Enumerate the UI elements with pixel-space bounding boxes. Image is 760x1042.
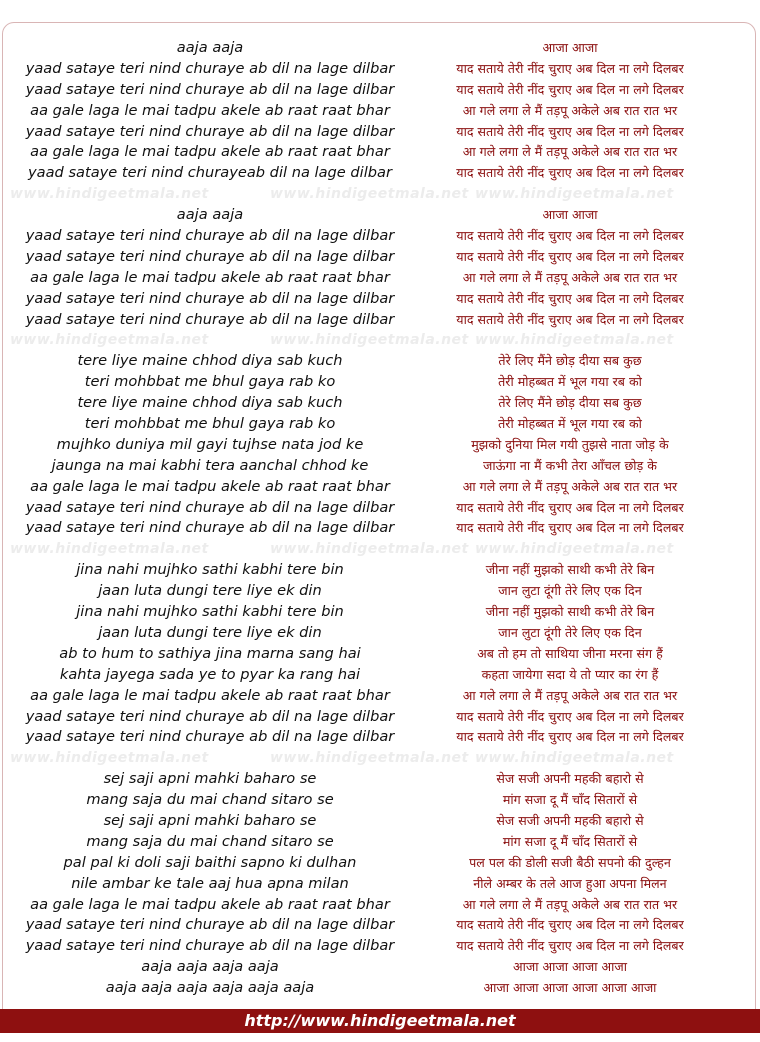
lyric-line-hi: याद सताये तेरी नींद चुराए अब दिल ना लगे दिलबर: [456, 165, 684, 181]
lyric-line-en: yaad sataye teri nind churaye ab dil na lage dilbar: [25, 937, 395, 955]
lyric-line-hi: आ गले लगा ले मैं तड़पू अकेले अब रात रात भर: [462, 478, 678, 494]
lyric-line-en: aa gale laga le mai tadpu akele ab raat raat bhar: [30, 268, 390, 286]
lyric-line-en: tere liye maine chhod diya sab kuch: [77, 394, 343, 412]
lyric-line-hi: सेज सजी अपनी महकी बहारो से: [496, 771, 644, 787]
watermark-text: www.hindigeetmala.net: [10, 541, 209, 558]
watermark-row: [400, 330, 740, 351]
stanza-en: [20, 560, 400, 748]
lyric-line-hi: याद सताये तेरी नींद चुराए अब दिल ना लगे दिलबर: [456, 248, 684, 264]
watermark-row: [10, 539, 469, 560]
lyric-line-hi: आजा आजा आजा आजा: [513, 959, 627, 975]
lyric-line-en: yaad sataye teri nind churaye ab dil na lage dilbar: [25, 59, 395, 77]
lyric-line-hi: नीले अम्बर के तले आज हुआ अपना मिलन: [473, 875, 667, 891]
stanza-en: [20, 38, 400, 184]
lyric-line-en: mang saja du mai chand sitaro se: [86, 832, 334, 850]
lyric-line-hi: मांग सजा दू मैं चाँद सितारों से: [502, 833, 638, 849]
lyric-line-hi: जीना नहीं मुझको साथी कभी तेरे बिन: [485, 562, 655, 578]
watermark-text: www.hindigeetmala.net: [475, 541, 674, 558]
stanza-en: [20, 205, 400, 330]
lyric-line-en: aaja aaja aaja aaja aaja aaja: [105, 979, 315, 997]
watermark-text: www.hindigeetmala.net: [10, 750, 209, 767]
lyric-line-en: jina nahi mujhko sathi kabhi tere bin: [76, 561, 344, 579]
footer-url-bar[interactable]: [0, 1009, 760, 1033]
lyric-line-hi: याद सताये तेरी नींद चुराए अब दिल ना लगे दिलबर: [456, 708, 684, 724]
lyrics-english-column: [10, 38, 469, 999]
lyric-line-en: aaja aaja: [176, 39, 244, 56]
lyric-line-hi: आजा आजा: [542, 40, 598, 55]
lyric-line-en: sej saji apni mahki baharo se: [103, 811, 317, 829]
lyric-line-hi: आजा आजा आजा आजा आजा आजा: [483, 980, 657, 996]
lyric-line-hi: कहता जायेगा सदा ये तो प्यार का रंग हैं: [481, 666, 659, 682]
lyric-line-hi: जान लुटा दूंगी तेरे लिए एक दिन: [498, 583, 642, 599]
lyrics-hindi-column: [400, 38, 740, 999]
lyric-line-en: yaad sataye teri nind churaye ab dil na lage dilbar: [25, 80, 395, 98]
lyric-line-en: teri mohbbat me bhul gaya rab ko: [84, 415, 336, 433]
stanza-hi: [400, 38, 740, 184]
stanza-hi: [400, 769, 740, 999]
lyric-line-hi: आ गले लगा ले मैं तड़पू अकेले अब रात रात भर: [462, 896, 678, 912]
lyric-line-hi: पल पल की डोली सजी बैठी सपनो की दुल्हन: [469, 854, 671, 870]
lyric-line-en: aa gale laga le mai tadpu akele ab raat raat bhar: [30, 143, 390, 161]
lyric-line-en: jaunga na mai kabhi tera aanchal chhod ke: [51, 456, 369, 474]
stanza-hi: [400, 560, 740, 748]
lyric-line-hi: मुझको दुनिया मिल गयी तुझसे नाता जोड़ के: [471, 436, 669, 452]
lyric-line-en: mujhko duniya mil gayi tujhse nata jod ke: [56, 435, 364, 453]
watermark-row: [10, 330, 469, 351]
lyric-line-en: kahta jayega sada ye to pyar ka rang hai: [59, 665, 361, 683]
lyric-line-en: sej saji apni mahki baharo se: [103, 770, 317, 788]
lyric-line-en: jina nahi mujhko sathi kabhi tere bin: [76, 603, 344, 621]
lyric-line-hi: याद सताये तेरी नींद चुराए अब दिल ना लगे दिलबर: [456, 938, 684, 954]
lyric-line-hi: याद सताये तेरी नींद चुराए अब दिल ना लगे दिलबर: [456, 499, 684, 515]
lyric-line-hi: याद सताये तेरी नींद चुराए अब दिल ना लगे दिलबर: [456, 290, 684, 306]
watermark-text: www.hindigeetmala.net: [475, 332, 674, 349]
lyric-line-en: aa gale laga le mai tadpu akele ab raat raat bhar: [30, 686, 390, 704]
lyric-line-hi: तेरे लिए मैंने छोड़ दीया सब कुछ: [498, 395, 642, 411]
lyric-line-en: yaad sataye teri nind churaye ab dil na lage dilbar: [25, 289, 395, 307]
lyric-line-hi: सेज सजी अपनी महकी बहारो से: [496, 812, 644, 828]
lyric-line-hi: याद सताये तेरी नींद चुराए अब दिल ना लगे दिलबर: [456, 81, 684, 97]
watermark-text: www.hindigeetmala.net: [270, 541, 469, 558]
watermark-row: [10, 184, 469, 205]
watermark-text: www.hindigeetmala.net: [270, 332, 469, 349]
lyric-line-en: yaad sataye teri nind churaye ab dil na lage dilbar: [25, 247, 395, 265]
lyric-line-en: yaad sataye teri nind churaye ab dil na lage dilbar: [25, 227, 395, 245]
watermark-row: [400, 748, 740, 769]
lyric-line-en: yaad sataye teri nind churaye ab dil na lage dilbar: [25, 916, 395, 934]
lyric-line-en: aa gale laga le mai tadpu akele ab raat raat bhar: [30, 477, 390, 495]
lyric-line-hi: याद सताये तेरी नींद चुराए अब दिल ना लगे दिलबर: [456, 311, 684, 327]
lyric-line-en: yaad sataye teri nind churaye ab dil na lage dilbar: [25, 122, 395, 140]
lyric-line-hi: याद सताये तेरी नींद चुराए अब दिल ना लगे दिलबर: [456, 60, 684, 76]
lyric-line-hi: याद सताये तेरी नींद चुराए अब दिल ना लगे दिलबर: [456, 123, 684, 139]
watermark-row: [10, 748, 469, 769]
lyric-line-en: teri mohbbat me bhul gaya rab ko: [84, 373, 336, 391]
stanza-hi: [400, 205, 740, 330]
lyric-line-hi: याद सताये तेरी नींद चुराए अब दिल ना लगे दिलबर: [456, 729, 684, 745]
lyric-line-hi: आ गले लगा ले मैं तड़पू अकेले अब रात रात भर: [462, 269, 678, 285]
lyric-line-hi: आ गले लगा ले मैं तड़पू अकेले अब रात रात भर: [462, 102, 678, 118]
watermark-text: www.hindigeetmala.net: [10, 332, 209, 349]
lyric-line-hi: आ गले लगा ले मैं तड़पू अकेले अब रात रात भर: [462, 687, 678, 703]
watermark-row: [400, 184, 740, 205]
watermark-text: www.hindigeetmala.net: [475, 186, 674, 203]
watermark-text: www.hindigeetmala.net: [10, 186, 209, 203]
watermark-text: www.hindigeetmala.net: [270, 186, 469, 203]
lyric-line-en: jaan luta dungi tere liye ek din: [98, 623, 322, 641]
lyric-line-hi: जाऊंगा ना मैं कभी तेरा आँचल छोड़ के: [483, 457, 657, 473]
lyric-line-en: aaja aaja aaja aaja: [141, 958, 279, 976]
lyric-line-en: ab to hum to sathiya jina marna sang hai: [59, 644, 361, 662]
watermark-text: www.hindigeetmala.net: [270, 750, 469, 767]
lyric-line-en: yaad sataye teri nind churaye ab dil na lage dilbar: [25, 707, 395, 725]
lyric-line-hi: जीना नहीं मुझको साथी कभी तेरे बिन: [485, 604, 655, 620]
lyric-line-hi: तेरे लिए मैंने छोड़ दीया सब कुछ: [498, 353, 642, 369]
lyric-line-en: yaad sataye teri nind churaye ab dil na lage dilbar: [25, 519, 395, 537]
watermark-text: www.hindigeetmala.net: [475, 750, 674, 767]
stanza-en: [20, 351, 400, 539]
lyric-line-en: yaad sataye teri nind churaye ab dil na lage dilbar: [25, 728, 395, 746]
lyric-line-en: mang saja du mai chand sitaro se: [86, 791, 334, 809]
lyric-line-hi: अब तो हम तो साथिया जीना मरना संग हैं: [477, 645, 663, 661]
lyric-line-en: yaad sataye teri nind churayeab dil na lage dilbar: [28, 164, 392, 182]
lyric-line-hi: याद सताये तेरी नींद चुराए अब दिल ना लगे दिलबर: [456, 228, 684, 244]
lyric-line-hi: याद सताये तेरी नींद चुराए अब दिल ना लगे दिलबर: [456, 520, 684, 536]
lyric-line-en: pal pal ki doli saji baithi sapno ki dulhan: [63, 853, 357, 871]
lyric-line-hi: मांग सजा दू मैं चाँद सितारों से: [502, 792, 638, 808]
stanza-hi: [400, 351, 740, 539]
lyric-line-en: yaad sataye teri nind churaye ab dil na lage dilbar: [25, 498, 395, 516]
footer-url[interactable]: http://www.hindigeetmala.net: [244, 1011, 516, 1030]
lyric-line-hi: तेरी मोहब्बत में भूल गया रब को: [498, 374, 642, 390]
lyric-line-hi: जान लुटा दूंगी तेरे लिए एक दिन: [498, 624, 642, 640]
lyric-line-en: tere liye maine chhod diya sab kuch: [77, 352, 343, 370]
watermark-row: [400, 539, 740, 560]
stanza-en: [20, 769, 400, 999]
lyric-line-en: aaja aaja: [176, 206, 244, 224]
lyric-line-en: nile ambar ke tale aaj hua apna milan: [71, 874, 349, 892]
lyric-line-hi: आजा आजा: [542, 207, 598, 223]
lyric-line-en: jaan luta dungi tere liye ek din: [98, 582, 322, 600]
lyric-line-en: aa gale laga le mai tadpu akele ab raat raat bhar: [30, 895, 390, 913]
lyric-line-hi: याद सताये तेरी नींद चुराए अब दिल ना लगे दिलबर: [456, 917, 684, 933]
lyric-line-hi: आ गले लगा ले मैं तड़पू अकेले अब रात रात भर: [462, 144, 678, 160]
lyric-line-en: aa gale laga le mai tadpu akele ab raat raat bhar: [30, 101, 390, 119]
lyric-line-en: yaad sataye teri nind churaye ab dil na lage dilbar: [25, 310, 395, 328]
lyric-line-hi: तेरी मोहब्बत में भूल गया रब को: [498, 416, 642, 432]
